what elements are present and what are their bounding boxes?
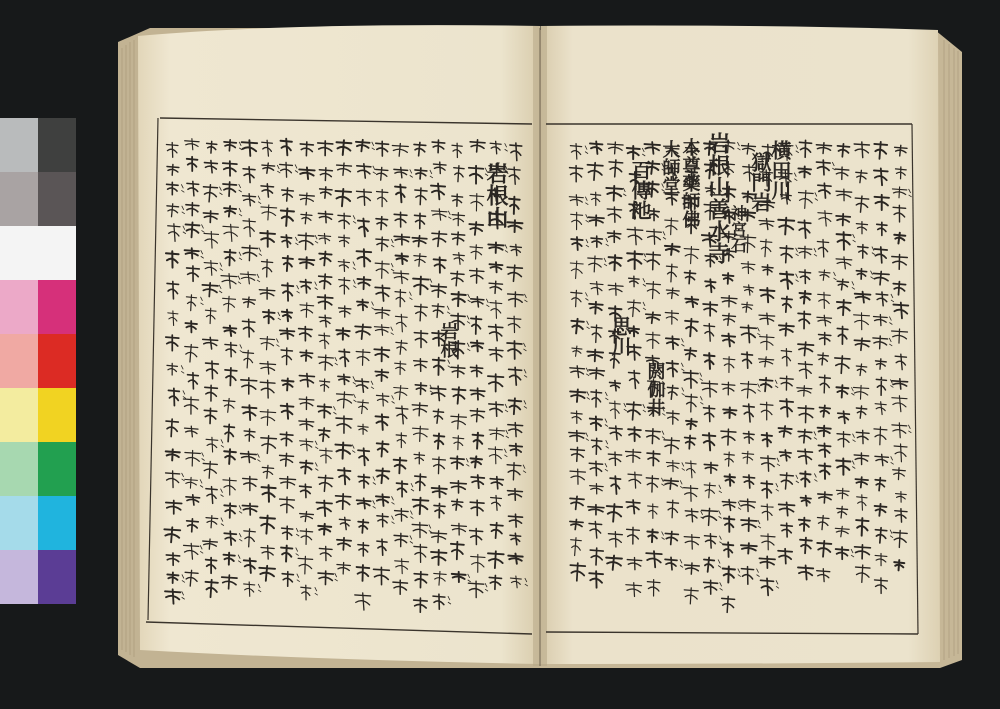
headword: 神宮石 [728,205,748,253]
headword: 岩根 [437,322,459,358]
headword: 本尊藥師佛 [679,138,701,228]
calibration-patch-light [0,118,38,172]
calibration-patch-dark [38,442,76,496]
headword: 横田川 [768,140,792,200]
headword: 思川 [608,316,632,356]
calibration-patch-light [0,280,38,334]
headword: 岩根山 [483,162,509,228]
calibration-patch-light [0,388,38,442]
calibration-patch-light [0,496,38,550]
calibration-patch-dark [38,550,76,604]
calibration-patch-dark [38,226,76,280]
calibration-patch-dark [38,334,76,388]
calibration-patch-dark [38,172,76,226]
calibration-patch-light [0,172,38,226]
calibration-patch-light [0,226,38,280]
headword: 岩根山善水寺 [705,132,731,264]
calibration-patch-light [0,550,38,604]
calibration-patch-light [0,334,38,388]
calibration-patch-light [0,442,38,496]
calibration-patch-dark [38,496,76,550]
calibration-patch-dark [38,280,76,334]
book [118,25,962,668]
headword: 百傳池 [628,160,652,220]
calibration-patch-dark [38,388,76,442]
headword: 大師堂 [659,140,681,194]
headword: 閼伽井 [644,362,666,416]
headword: 獄門岩 [748,152,772,212]
calibration-patch-dark [38,118,76,172]
color-calibration-card [0,118,76,604]
